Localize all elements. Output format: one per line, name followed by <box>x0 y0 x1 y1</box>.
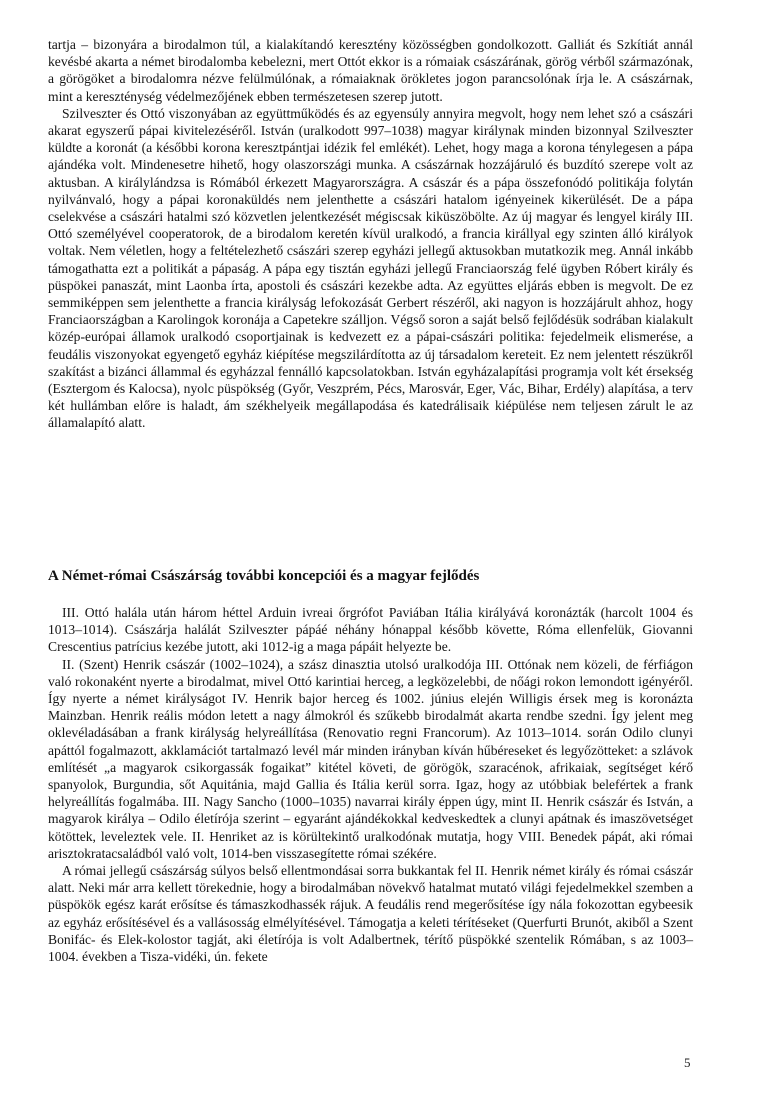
paragraph: tartja – bizonyára a birodalmon túl, a kialakítandó keresztény közösségben gondolkozott. Galliát és Szkítiát annál kevésbé akarta a német birodalomba kebelezni, mert Ottót ekkor is a rómaiak császárának, görög vérből származónak, a görögöket a birodalomra nézve felülmúlónak, a rómaiaknak örökletes jogon parancsolónak írja le. A császárnak, mint a kereszténység védelmezőjének ebben természetesen szerep jutott. <box>48 37 693 104</box>
page-number: 5 <box>684 1055 691 1070</box>
paragraph: Szilveszter és Ottó viszonyában az együttműködés és az egyensúly annyira megvolt, hogy nem lehet szó a császári akarat egyszerű pápai kivitelezéséről. István (uralkodott 997–1038) magyar királynak minden bizonnyal Szilveszter küldte a koronát (a későbbi korona keresztpántjai idézik fel emlékét). Lehet, hogy maga a korona ténylegesen a pápa ajándéka volt. Mindenesetre hihető, hogy olaszországi munka. A császárnak hozzájáruló és buzdító szerepe volt az aktusban. A királylándzsa is Rómából érkezett Magyarországra. A császár és a pápa összefonódó politikája folytán nyilvánvaló, hogy a pápai koronaküldés nem jelenthette a császári hatalom igényeinek kikerülését. De a pápa cselekvése a császári hatalmi szó közvetlen jelentkezését mégiscsak kiküszöbölte. Az új magyar és lengyel király III. Ottó személyével cooperatorok, de a birodalom keretén kívül uralkodó, a francia királlyal egy szinten álló királyok voltak. Nem véletlen, hogy a feltételezhető császári szerep egyházi jellegű aktusokban mutatkozik meg. Annál inkább támogathatta ezt a politikát a pápaság. A pápa egy tisztán egyházi jellegű Franciaország felé ügyben Róbert király és püspökei panaszát, mint Laonba írta, apostoli és császári kezekbe adta. Az együttes eljárás ebben is megvolt. De ez semmiképpen sem jelenthette a francia királyság lefokozását Gerbert részéről, aki nagyon is hozzájárult ahhoz, hogy Franciaországban a Karolingok koronája a Capetekre szálljon. Végső soron a saját belső fejlődésük sodrában kialakult közép-európai államok uralkodó csoportjainak is kedvezett ez a pápai-császári politika: fejedelmeik elismerése, a feudális viszonyokat egyengető egyház kiépítése megszilárdította az új társadalom kereteit. Ez nem jelentett részükről szakítást a bizánci állammal és egyházzal fennálló kapcsolatokban. István egyházalapítási programja volt két érsekség (Esztergom és Kalocsa), nyolc püspökség (Győr, Veszprém, Pécs, Marosvár, Eger, Vác, Bihar, Erdély) alapítása, a terv két hullámban előre is haladt, ám székhelyeik megállapodása és katedrálisaik kiépülése nem teljesen zárult le az államalapító alatt. <box>48 105 693 431</box>
body-text-section-1 <box>48 36 693 432</box>
section-heading: A Német-római Császárság további koncepciói és a magyar fejlődés <box>48 568 480 584</box>
paragraph: II. (Szent) Henrik császár (1002–1024), a szász dinasztia utolsó uralkodója III. Ottónak nem közeli, de férfiágon való rokonaként nyerte a birodalmat, mivel Ottó karintiai herceg, a legközelebbi, de nőági rokon lemondott igényéről. Így nyerte a német királyságot IV. Henrik bajor herceg és 1002. június elején Willigis érsek meg is koronázta Mainzban. Henrik reális módon letett a nagy álmokról és szűkebb birodalmát akarta rendbe szedni. Így jelent meg oklevéladásában a frank királyság helyreállítása (Renovatio regni Francorum). Az 1013–1014. során Odilo clunyi apáttól fogalmazott, akklamációt tartalmazó levél már minden irányban kíván hűbéreseket és legyőzötteket: a szlávok említését „a magyarok csikorgassák fogaikat” kitétel követi, de görögök, szaracénok, afrikaiak, segítséget kérő spanyolok, Burgundia, sőt Aquitánia, majd Gallia és Itália kerül sorra. Igaz, hogy az utóbbiak belefértek a frank helyreállítás fogalmába. III. Nagy Sancho (1000–1035) navarrai király éppen úgy, mint II. Henrik császár és István, a magyarok királya – Odilo életírója szerint – egyaránt ajándékokkal kedveskedtek a clunyi apátnak és imaszövetséget kötöttek, leveleztek vele. II. Henriket az is körültekintő uralkodónak mutatja, hogy VIII. Benedek pápát, aki római arisztokratacsaládból való volt, 1014-ben visszasegítette római székére. <box>48 656 693 861</box>
paragraph: A római jellegű császárság súlyos belső ellentmondásai sorra bukkantak fel II. Henrik német király és római császár alatt. Neki már arra kellett törekednie, hogy a birodalmában növekvő hatalmat mutató világi fejedelmekkel szemben a püspökök egész karát erősítse és támaszkodhassék rájuk. A feudális rend megerősítése így nála fokozottan egybeesik az egyház erősítésével és a vallásosság elmélyítésével. Támogatja a keleti térítéseket (Querfurti Brunót, akiből a Szent Bonifác- és Elek-kolostor tagját, aki életírója is volt Adalbertnek, térítő püspökké szentelik Rómában, s az 1003–1004. években a Tisza-vidéki, ún. fekete <box>48 863 693 965</box>
paragraph: III. Ottó halála után három héttel Arduin ivreai őrgrófot Paviában Itália királyává koronázták (harcolt 1004 és 1013–1014). Császárja halálát Szilveszter pápáé néhány hónappal később követte, Róma ellenfelük, Giovanni Crescentius patrícius kezébe jutott, aki 1012-ig a maga pápáit helyezte be. <box>48 605 693 655</box>
body-text-section-2 <box>48 604 693 965</box>
